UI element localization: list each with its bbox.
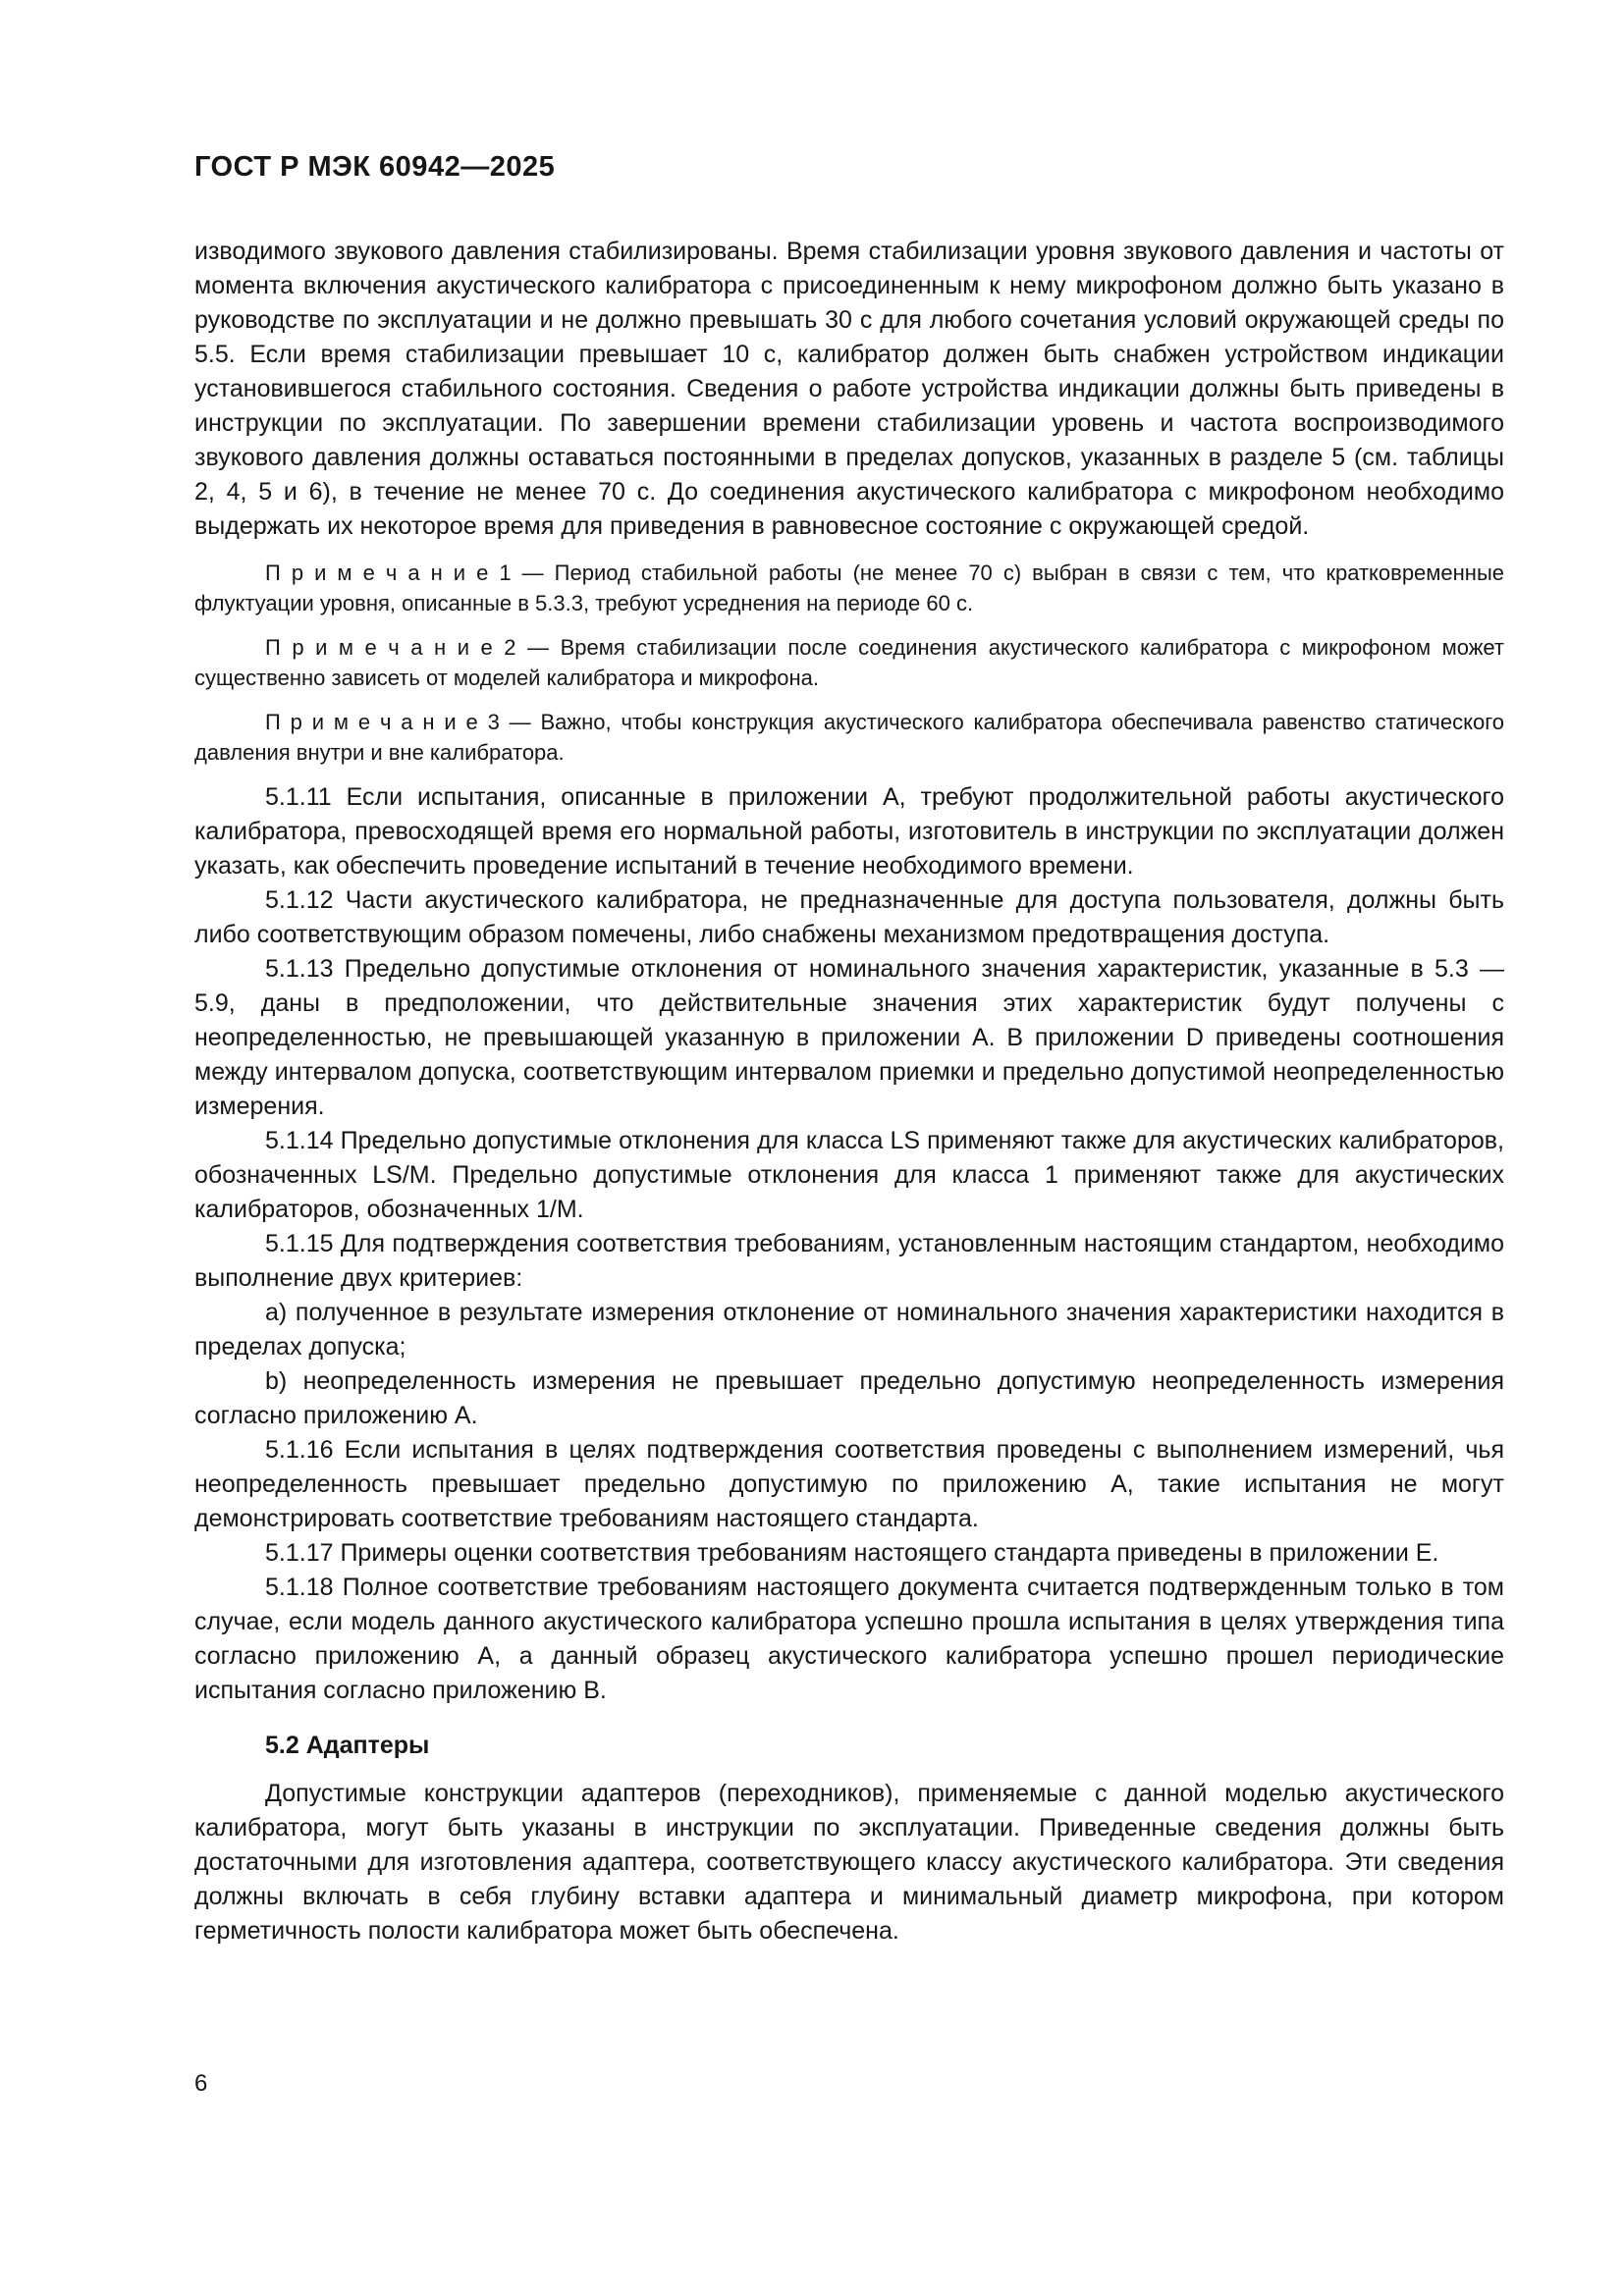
clause-5-1-14: 5.1.14 Предельно допустимые отклонения для класса LS применяют также для акустических калибраторов, обозначенных LS/M. Предельно допустимые отклонения для класса 1 применяют также для акустических калибраторов, обозначенных 1/M. xyxy=(194,1127,1504,1223)
note-1: П р и м е ч а н и е 1 — Период стабильной работы (не менее 70 с) выбран в связи с тем, что кратковременные флуктуации уровня, описанные в 5.3.3, требуют усреднения на периоде 60 с. xyxy=(194,561,1504,615)
page-content xyxy=(194,152,1504,1949)
note-3: П р и м е ч а н и е 3 — Важно, чтобы конструкция акустического калибратора обеспечивала равенство статического давления внутри и вне калибратора. xyxy=(194,710,1504,765)
clause-5-1-12: 5.1.12 Части акустического калибратора, не предназначенные для доступа пользователя, должны быть либо соответствующим образом помечены, либо снабжены механизмом предотвращения доступа. xyxy=(194,886,1504,948)
section-heading-5-2: 5.2 Адаптеры xyxy=(265,1732,430,1759)
list-item-b: b) неопределенность измерения не превышает предельно допустимую неопределенность измерения согласно приложению А. xyxy=(194,1367,1504,1429)
clause-5-1-11: 5.1.11 Если испытания, описанные в приложении А, требуют продолжительной работы акустического калибратора, превосходящей время его нормальной работы, изготовитель в инструкции по эксплуатации должен указать, как обеспечить проведение испытаний в течение необходимого времени. xyxy=(194,783,1504,880)
clause-5-1-16: 5.1.16 Если испытания в целях подтверждения соответствия проведены с выполнением измерений, чья неопределенность превышает предельно допустимую по приложению А, такие испытания не могут демонстрировать соответствие требованиям настоящего стандарта. xyxy=(194,1436,1504,1532)
list-item-a: a) полученное в результате измерения отклонение от номинального значения характеристики находится в пределах допуска; xyxy=(194,1299,1504,1361)
clause-5-1-18: 5.1.18 Полное соответствие требованиям настоящего документа считается подтвержденным только в том случае, если модель данного акустического калибратора успешно прошла испытания в целях утверждения типа согласно приложению А, а данный образец акустического калибратора успешно прошел периодические испытания согласно приложению В. xyxy=(194,1574,1504,1704)
paragraph-intro: изводимого звукового давления стабилизированы. Время стабилизации уровня звукового давления и частоты от момента включения акустического калибратора с присоединенным к нему микрофоном должно быть указано в руководстве по эксплуатации и не должно превышать 30 с для любого сочетания условий окружающей среды по 5.5. Если время стабилизации превышает 10 с, калибратор должен быть снабжен устройством индикации установившегося стабильного состояния. Сведения о работе устройства индикации должны быть приведены в инструкции по эксплуатации. По завершении времени стабилизации уровень и частота воспроизводимого звукового давления должны оставаться постоянными в пределах допусков, указанных в разделе 5 (см. таблицы 2, 4, 5 и 6), в течение не менее 70 с. До соединения акустического калибратора с микрофоном необходимо выдержать их некоторое время для приведения в равновесное состояние с окружающей средой. xyxy=(194,238,1504,540)
paragraph-adapters: Допустимые конструкции адаптеров (переходников), применяемые с данной моделью акустического калибратора, могут быть указаны в инструкции по эксплуатации. Приведенные сведения должны быть достаточными для изготовления адаптера, соответствующего классу акустического калибратора. Эти сведения должны включать в себя глубину вставки адаптера и минимальный диаметр микрофона, при котором герметичность полости калибратора может быть обеспечена. xyxy=(194,1780,1504,1945)
running-header: ГОСТ Р МЭК 60942—2025 xyxy=(194,151,556,183)
clause-5-1-15: 5.1.15 Для подтверждения соответствия требованиям, установленным настоящим стандартом, необходимо выполнение двух критериев: xyxy=(194,1230,1504,1292)
clause-5-1-13: 5.1.13 Предельно допустимые отклонения от номинального значения характеристик, указанные в 5.3 — 5.9, даны в предположении, что действительные значения этих характеристик будут получены с неопределенностью, не превышающей указанную в приложении А. В приложении D приведены соотношения между интервалом допуска, соответствующим интервалом приемки и предельно допустимой неопределенностью измерения. xyxy=(194,955,1504,1120)
page-number: 6 xyxy=(194,2070,208,2097)
clause-5-1-17: 5.1.17 Примеры оценки соответствия требованиям настоящего стандарта приведены в приложении Е. xyxy=(265,1539,1439,1567)
note-2: П р и м е ч а н и е 2 — Время стабилизации после соединения акустического калибратора с микрофоном может существенно зависеть от моделей калибратора и микрофона. xyxy=(194,635,1504,690)
